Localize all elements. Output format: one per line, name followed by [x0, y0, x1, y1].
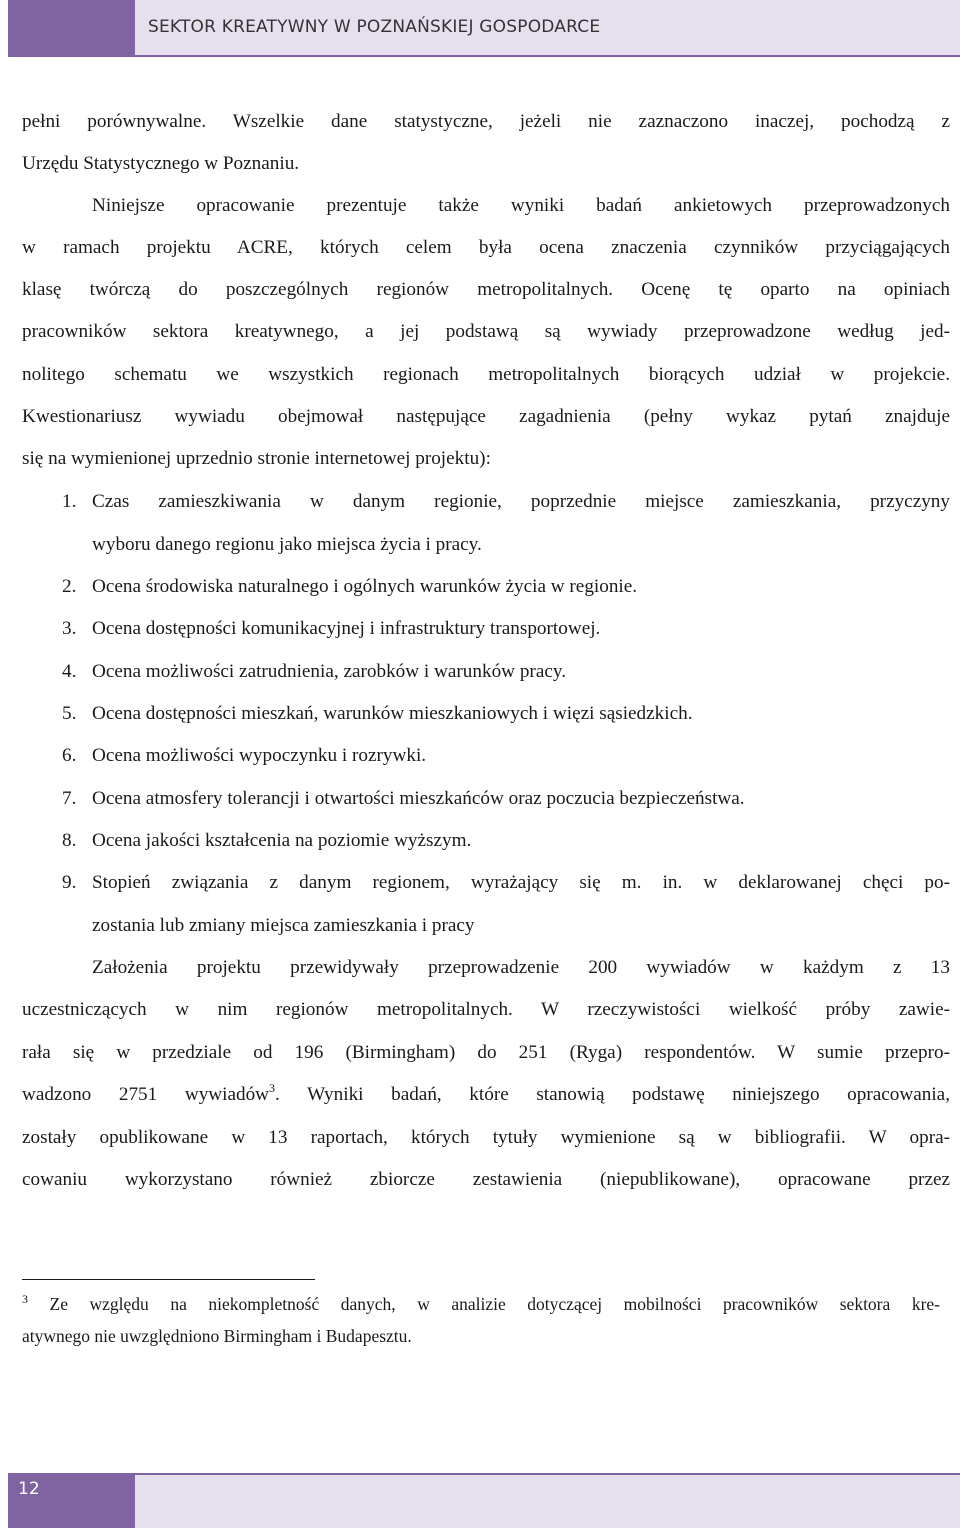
footnote-divider: [22, 1279, 315, 1280]
text-line: pracowników sektora kreatywnego, a jej podstawą są wywiady przeprowadzone według jed-: [22, 321, 950, 342]
footnote-line: [22, 1294, 940, 1315]
text-segment: . Wyniki badań, które stanowią podstawę niniejszego opracowania,: [275, 1084, 950, 1105]
list-number: 8.: [62, 830, 77, 851]
text-segment: wadzono 2751 wywiadów: [22, 1084, 270, 1105]
text-line: Kwestionariusz wywiadu obejmował następujące zagadnienia (pełny wykaz pytań znajduje: [22, 406, 950, 427]
list-number: 1.: [62, 491, 77, 512]
list-item: Ocena możliwości zatrudnienia, zarobków i warunków pracy.: [92, 661, 566, 682]
text-line: Niniejsze opracowanie prezentuje także wyniki badań ankietowych przeprowadzonych: [92, 195, 950, 216]
list-item: Ocena dostępności mieszkań, warunków mieszkaniowych i więzi sąsiedzkich.: [92, 703, 693, 724]
list-item: Czas zamieszkiwania w danym regionie, poprzednie miejsce zamieszkania, przyczyny: [92, 491, 950, 512]
list-item: zostania lub zmiany miejsca zamieszkania i pracy: [92, 915, 475, 936]
list-item: Ocena środowiska naturalnego i ogólnych warunków życia w regionie.: [92, 576, 638, 597]
list-number: 6.: [62, 745, 77, 766]
list-item: Ocena atmosfery tolerancji i otwartości mieszkańców oraz poczucia bezpieczeństwa.: [92, 788, 745, 809]
text-line: klasę twórczą do poszczególnych regionów metropolitalnych. Ocenę tę oparto na opiniach: [22, 279, 950, 300]
footer-bar: [135, 1473, 960, 1528]
list-number: 7.: [62, 788, 77, 809]
list-item: Ocena dostępności komunikacyjnej i infrastruktury transportowej.: [92, 618, 601, 639]
footnote-marker: 3: [22, 1292, 28, 1306]
list-number: 3.: [62, 618, 77, 639]
list-number: 4.: [62, 661, 77, 682]
header-accent-block: [8, 0, 135, 57]
text-line: pełni porównywalne. Wszelkie dane statystyczne, jeżeli nie zaznaczono inaczej, pochodzą z: [22, 111, 950, 132]
text-line: rała się w przedziale od 196 (Birmingham) do 251 (Ryga) respondentów. W sumie przepro-: [22, 1042, 950, 1063]
list-item: Ocena jakości kształcenia na poziomie wyższym.: [92, 830, 472, 851]
footnote-reference[interactable]: 3: [269, 1081, 276, 1095]
footnote-text: Ze względu na niekompletność danych, w analizie dotyczącej mobilności pracowników sektora kre-: [28, 1294, 940, 1314]
page-header: [0, 0, 960, 57]
text-line: Założenia projektu przewidywały przeprowadzenie 200 wywiadów w każdym z 13: [92, 957, 950, 978]
text-line: [22, 1081, 950, 1106]
list-item: Stopień związania z danym regionem, wyrażający się m. in. w deklarowanej chęci po-: [92, 872, 950, 893]
text-line: w ramach projektu ACRE, których celem była ocena znaczenia czynników przyciągających: [22, 237, 950, 258]
footnote-line: atywnego nie uwzględniono Birmingham i Budapesztu.: [22, 1326, 412, 1346]
footnote: [22, 1294, 940, 1347]
text-line: nolitego schematu we wszystkich regionach metropolitalnych biorących udział w projekcie.: [22, 364, 950, 385]
list-number: 5.: [62, 703, 77, 724]
text-line: cowaniu wykorzystano również zbiorcze zestawienia (niepublikowane), opracowane przez: [22, 1169, 950, 1190]
text-line: uczestniczących w nim regionów metropolitalnych. W rzeczywistości wielkość próby zawie-: [22, 999, 950, 1020]
page-number: 12: [18, 1479, 40, 1499]
text-line: zostały opublikowane w 13 raportach, których tytuły wymienione są w bibliografii. W opra-: [22, 1127, 950, 1148]
text-line: Urzędu Statystycznego w Poznaniu.: [22, 153, 300, 174]
list-number: 9.: [62, 872, 77, 893]
running-title: SEKTOR KREATYWNY W POZNAŃSKIEJ GOSPODARCE: [148, 17, 601, 37]
list-item: Ocena możliwości wypoczynku i rozrywki.: [92, 745, 427, 766]
text-line: się na wymienionej uprzednio stronie internetowej projektu):: [22, 448, 491, 469]
list-number: 2.: [62, 576, 77, 597]
list-item: wyboru danego regionu jako miejsca życia i pracy.: [92, 534, 482, 555]
